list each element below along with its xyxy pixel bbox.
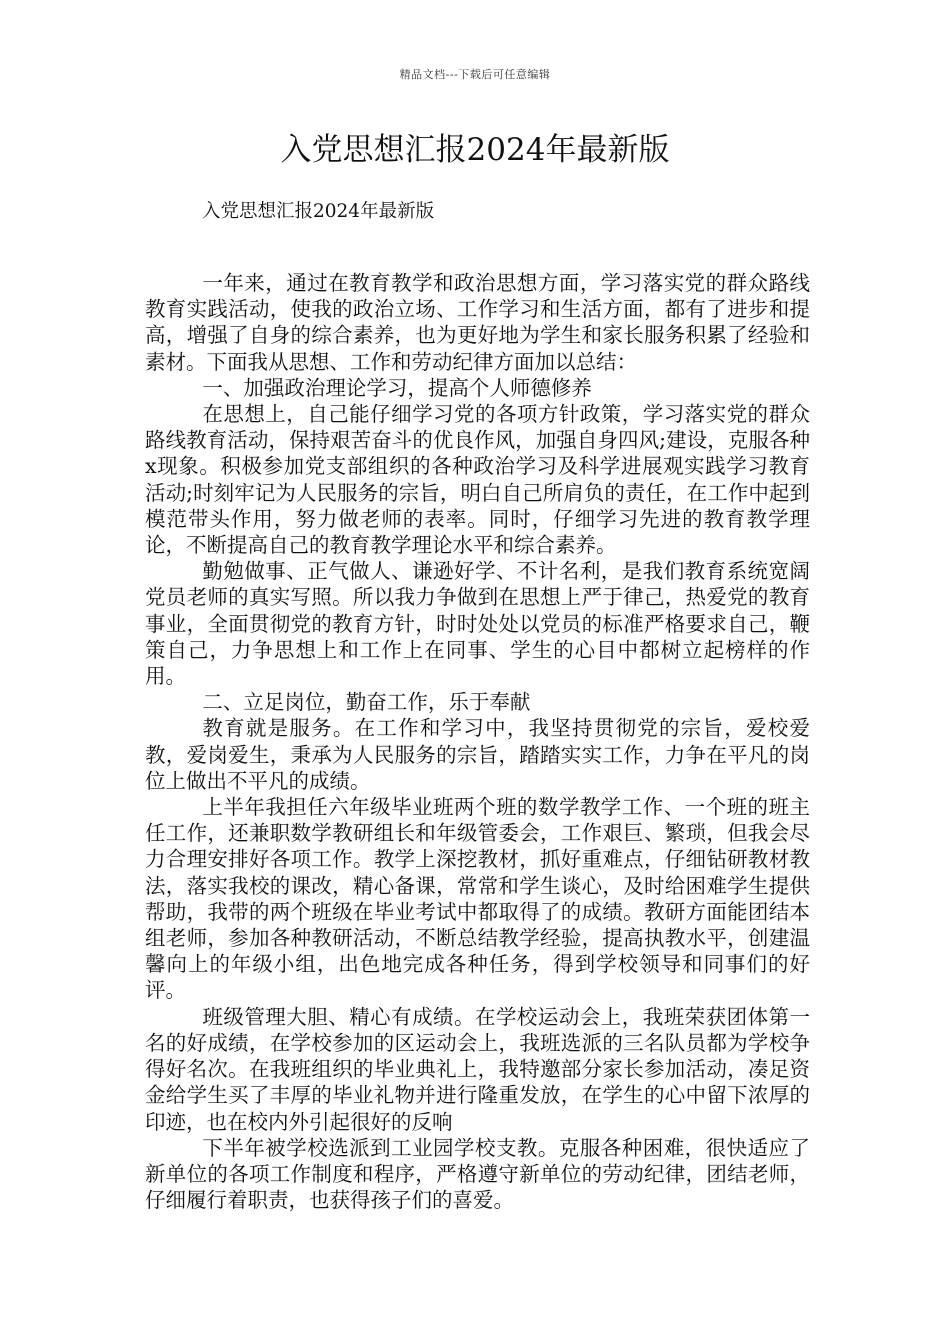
paragraph-second-half: 下半年被学校选派到工业园学校支教。克服各种困难，很快适应了新单位的各项工作制度和程序，严格遵守新单位的劳动纪律，团结老师，仔细履行着职责，也获得孩子们的喜爱。 xyxy=(145,1135,810,1213)
section-heading-1: 一、加强政治理论学习，提高个人师德修养 xyxy=(202,375,592,400)
section-heading-2: 二、立足岗位，勤奋工作，乐于奉献 xyxy=(202,690,531,715)
paragraph-thought: 在思想上，自己能仔细学习党的各项方针政策，学习落实党的群众路线教育活动，保持艰苦奋斗的优良作风，加强自身四风;建设，克服各种x现象。积极参加党支部组织的各种政治学习及科学进展观实践学习教育活动;时刻牢记为人民服务的宗旨，明白自己所肩负的责任，在工作中起到模范带头作用，努力做老师的表率。同时，仔细学习先进的教育教学理论，不断提高自己的教育教学理论水平和综合素养。 xyxy=(145,402,810,558)
paragraph-diligence: 勤勉做事、正气做人、谦逊好学、不计名利，是我们教育系统宽阔党员老师的真实写照。所以我力争做到在思想上严于律己，热爱党的教育事业，全面贯彻党的教育方针，时时处处以党员的标准严格要求自己，鞭策自己，力争思想上和工作上在同事、学生的心目中都树立起榜样的作用。 xyxy=(145,559,810,689)
page-title: 入党思想汇报2024年最新版 xyxy=(280,132,670,168)
paragraph-intro: 一年来，通过在教育教学和政治思想方面，学习落实党的群众路线教育实践活动，使我的政治立场、工作学习和生活方面，都有了进步和提高，增强了自身的综合素养，也为更好地为学生和家长服务积累了经验和素材。下面我从思想、工作和劳动纪律方面加以总结： xyxy=(145,271,810,374)
paragraph-service: 教育就是服务。在工作和学习中，我坚持贯彻党的宗旨，爱校爱教，爱岗爱生，秉承为人民服务的宗旨，踏踏实实工作，力争在平凡的岗位上做出不平凡的成绩。 xyxy=(145,716,810,793)
paragraph-first-half: 上半年我担任六年级毕业班两个班的数学教学工作、一个班的班主任工作，还兼职数学教研组长和年级管委会，工作艰巨、繁琐，但我会尽力合理安排好各项工作。教学上深挖教材，抓好重难点，仔细钻研教材教法，落实我校的课改，精心备课，常常和学生谈心，及时给困难学生提供帮助，我带的两个班级在毕业考试中都取得了的成绩。教研方面能团结本组老师，参加各种教研活动，不断总结教学经验，提高执教水平，创建温馨向上的年级小组，出色地完成各种任务，得到学校领导和同事们的好评。 xyxy=(145,795,810,1003)
page-subtitle: 入党思想汇报2024年最新版 xyxy=(202,201,435,222)
header-note: 精品文档---下载后可任意编辑 xyxy=(399,68,551,81)
paragraph-class-management: 班级管理大胆、精心有成绩。在学校运动会上，我班荣获团体第一名的好成绩，在学校参加的区运动会上，我班选派的三名队员都为学校争得好名次。在我班组织的毕业典礼上，我特邀部分家长参加活动，凑足资金给学生买了丰厚的毕业礼物并进行隆重发放，在学生的心中留下浓厚的印迹，也在校内外引起很好的反响 xyxy=(145,1004,810,1134)
document-body xyxy=(145,270,810,1213)
